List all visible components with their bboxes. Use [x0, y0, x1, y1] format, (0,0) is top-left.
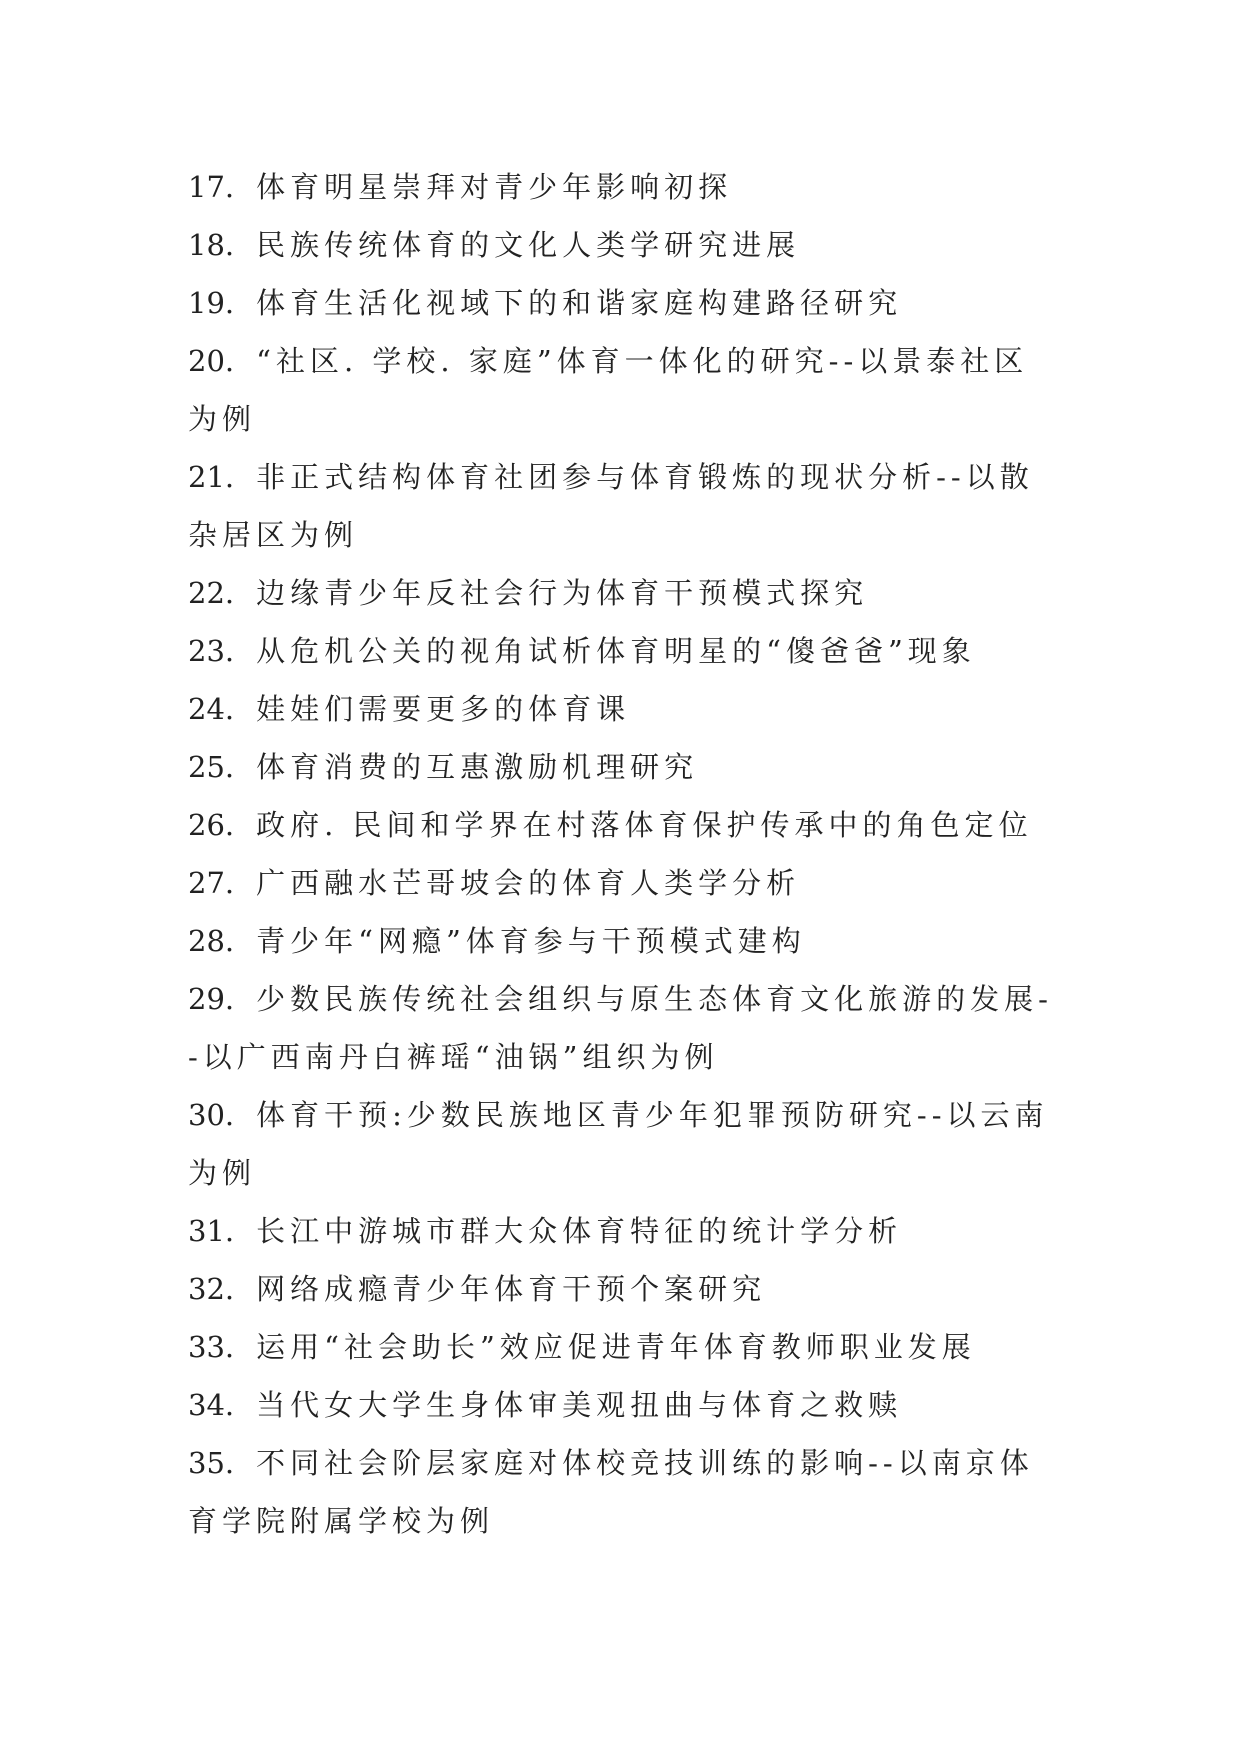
list-item	[188, 564, 1058, 622]
list-item	[188, 622, 1058, 680]
list-item	[188, 1260, 1058, 1318]
item-text: “社区. 学校. 家庭”体育一体化的研究--以景泰社区为例	[188, 344, 1029, 436]
list-item	[188, 332, 1058, 448]
item-text: 网络成瘾青少年体育干预个案研究	[256, 1272, 767, 1306]
item-text: 体育生活化视域下的和谐家庭构建路径研究	[256, 286, 903, 320]
list-item	[188, 1318, 1058, 1376]
list-item	[188, 738, 1058, 796]
item-number: 18.	[188, 228, 235, 262]
item-text: 非正式结构体育社团参与体育锻炼的现状分析--以散杂居区为例	[188, 460, 1034, 552]
item-number: 29.	[188, 982, 235, 1016]
item-number: 25.	[188, 750, 235, 784]
item-number: 33.	[188, 1330, 235, 1364]
item-number: 27.	[188, 866, 235, 900]
item-text: 不同社会阶层家庭对体校竞技训练的影响--以南京体育学院附属学校为例	[188, 1446, 1034, 1538]
item-number: 32.	[188, 1272, 235, 1306]
list-item	[188, 1434, 1058, 1550]
list-item	[188, 448, 1058, 564]
list-item	[188, 1376, 1058, 1434]
item-number: 24.	[188, 692, 235, 726]
item-text: 长江中游城市群大众体育特征的统计学分析	[256, 1214, 903, 1248]
item-number: 26.	[188, 808, 235, 842]
item-number: 17.	[188, 170, 235, 204]
list-item	[188, 970, 1058, 1086]
item-number: 23.	[188, 634, 235, 668]
item-number: 31.	[188, 1214, 235, 1248]
item-text: 体育明星崇拜对青少年影响初探	[256, 170, 733, 204]
list-item	[188, 274, 1058, 332]
list-item	[188, 158, 1058, 216]
list-item	[188, 796, 1058, 854]
item-number: 22.	[188, 576, 235, 610]
item-text: 娃娃们需要更多的体育课	[256, 692, 631, 726]
item-text: 当代女大学生身体审美观扭曲与体育之救赎	[256, 1388, 903, 1422]
item-number: 21.	[188, 460, 235, 494]
list-item	[188, 854, 1058, 912]
item-text: 民族传统体育的文化人类学研究进展	[256, 228, 801, 262]
item-text: 青少年“网瘾”体育参与干预模式建构	[256, 924, 806, 958]
list-item	[188, 1202, 1058, 1260]
item-number: 34.	[188, 1388, 235, 1422]
item-number: 20.	[188, 344, 235, 378]
item-text: 体育消费的互惠激励机理研究	[256, 750, 699, 784]
item-text: 政府. 民间和学界在村落体育保护传承中的角色定位	[256, 808, 1033, 842]
item-text: 运用“社会助长”效应促进青年体育教师职业发展	[256, 1330, 976, 1364]
item-text: 广西融水芒哥坡会的体育人类学分析	[256, 866, 801, 900]
item-text: 边缘青少年反社会行为体育干预模式探究	[256, 576, 869, 610]
item-number: 35.	[188, 1446, 235, 1480]
item-number: 28.	[188, 924, 235, 958]
item-text: 体育干预:少数民族地区青少年犯罪预防研究--以云南为例	[188, 1098, 1049, 1190]
item-text: 少数民族传统社会组织与原生态体育文化旅游的发展--以广西南丹白裤瑶“油锅”组织为例	[188, 982, 1053, 1074]
item-text: 从危机公关的视角试析体育明星的“傻爸爸”现象	[256, 634, 976, 668]
list-item	[188, 912, 1058, 970]
item-number: 19.	[188, 286, 235, 320]
list-item	[188, 216, 1058, 274]
list-item	[188, 1086, 1058, 1202]
item-number: 30.	[188, 1098, 235, 1132]
list-item	[188, 680, 1058, 738]
topic-list	[188, 158, 1058, 1550]
